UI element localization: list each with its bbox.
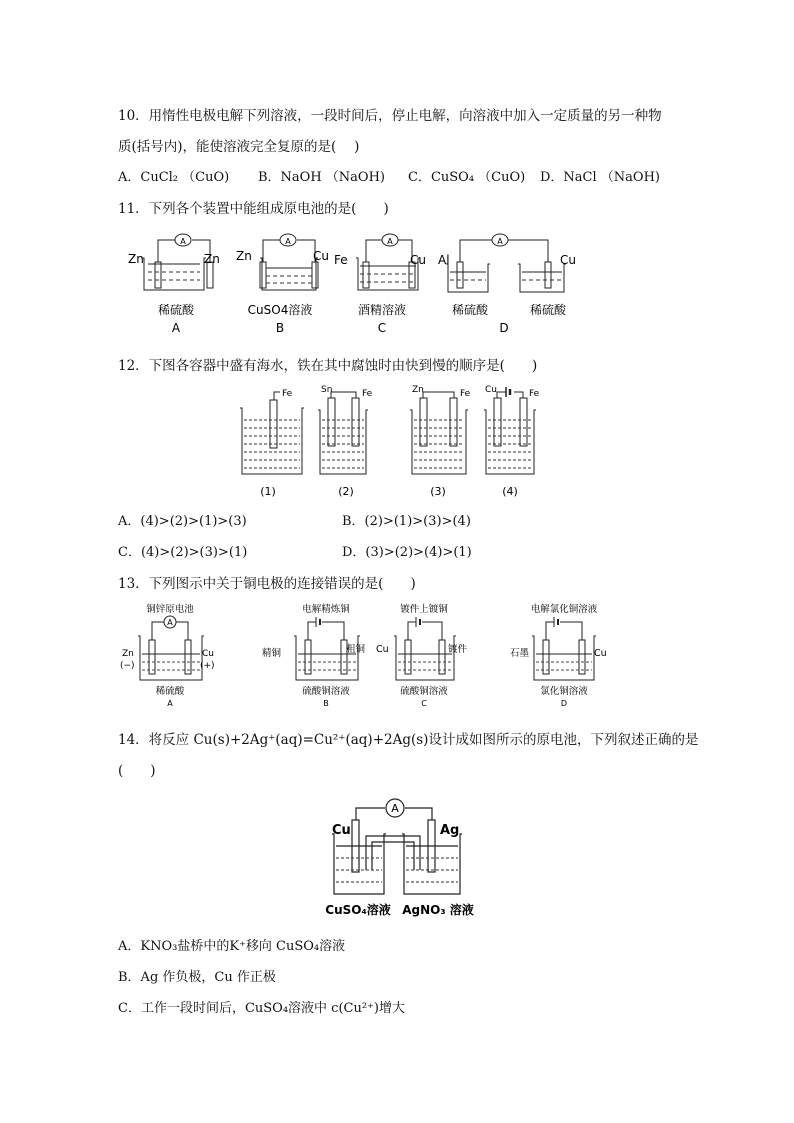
q14-right-electrode: Ag: [440, 823, 460, 838]
q14-option-c: C．工作一段时间后，CuSO₄溶液中 c(Cu²⁺)增大: [118, 1001, 405, 1016]
q13-c-right: 镀件: [448, 644, 468, 655]
q13-d-left: 石墨: [510, 648, 530, 659]
q12-option-a: A．(4)>(2)>(1)>(3): [118, 514, 247, 529]
q13-a-right: Cu: [202, 649, 214, 659]
q12-stem: 12．下图各容器中盛有海水，铁在其中腐蚀时由快到慢的顺序是( ): [118, 358, 538, 374]
q11-b-right: Cu: [313, 249, 329, 263]
q11-stem: 11．下列各个装置中能组成原电池的是( ): [118, 201, 389, 217]
q11-d-letter: D: [499, 321, 509, 335]
q13-figure: [118, 600, 618, 712]
q13-d-title: 电解氯化铜溶液: [530, 604, 598, 615]
q10-stem-line2: 质(括号内)，能使溶液完全复原的是( ): [118, 139, 360, 155]
q12-option-d: D．(3)>(2)>(4)>(1): [342, 545, 472, 560]
q12-figure: [238, 382, 558, 502]
q14-meter: A: [391, 802, 399, 815]
q12-c1-num: (1): [260, 485, 276, 498]
q12-c4-right: Fe: [529, 389, 540, 399]
q14-figure: [320, 790, 480, 920]
q13-a-letter: A: [167, 699, 173, 708]
q12-c2-left: Sn: [321, 385, 333, 395]
q11-c-left: Fe: [334, 253, 348, 267]
q10-option-d: D．NaCl （NaOH): [540, 170, 660, 185]
q14-left-electrode: Cu: [332, 823, 351, 838]
q11-d-right: Cu: [560, 253, 576, 267]
q13-a-left: Zn: [122, 649, 134, 659]
q13-a-left-sign: (−): [120, 661, 135, 671]
q12-option-c: C．(4)>(2)>(3)>(1): [118, 545, 248, 560]
q13-d-solution: 氯化铜溶液: [540, 686, 588, 697]
q12-c3-left: Zn: [412, 385, 424, 395]
q11-meter-b: A: [285, 237, 291, 246]
q13-stem: 13．下列图示中关于铜电极的连接错误的是( ): [118, 576, 416, 592]
q14-solution-right: AgNO₃ 溶液: [402, 903, 474, 917]
q11-d-solution-1: 稀硫酸: [451, 303, 489, 317]
q10-stem-line1: 10．用惰性电极电解下列溶液，一段时间后，停止电解，向溶液中加入一定质量的另一种物: [118, 108, 662, 124]
q11-b-left: Zn: [236, 249, 252, 263]
q11-d-solution-2: 稀硫酸: [529, 303, 567, 317]
q11-a-solution: 稀硫酸: [157, 303, 195, 317]
q14-stem-line2: ( ): [118, 763, 156, 779]
q13-b-title: 电解精炼铜: [302, 604, 350, 615]
q14-option-a: A．KNO₃盐桥中的K⁺移向 CuSO₄溶液: [118, 939, 346, 954]
q11-d-left: Al: [438, 253, 450, 267]
q12-c3-right: Fe: [460, 389, 471, 399]
q11-figure: [120, 228, 590, 340]
q13-d-letter: D: [560, 699, 568, 708]
q11-meter-a: A: [180, 237, 186, 246]
q10-option-c: C．CuSO₄ （CuO): [408, 170, 526, 185]
q10-option-b: B．NaOH （NaOH): [258, 170, 385, 185]
q12-option-b: B．(2)>(1)>(3)>(4): [342, 514, 471, 529]
q14-stem-line1: 14．将反应 Cu(s)+2Ag⁺(aq)=Cu²⁺(aq)+2Ag(s)设计成如图所示的原电池，下列叙述正确的是: [118, 732, 699, 748]
q12-c1-right: Fe: [282, 389, 293, 399]
q11-c-letter: C: [377, 321, 387, 335]
q13-b-right: 粗铜: [346, 644, 366, 655]
q11-b-solution: CuSO4溶液: [247, 303, 313, 317]
q13-c-left: Cu: [376, 644, 389, 655]
q11-c-solution: 酒精溶液: [357, 303, 407, 317]
q12-c4-left: Cu: [485, 385, 497, 395]
q11-a-letter: A: [171, 321, 181, 335]
q11-a-left: Zn: [128, 252, 144, 266]
q12-c2-num: (2): [338, 485, 354, 498]
q14-solution-left: CuSO₄溶液: [325, 903, 391, 917]
q12-c4-num: (4): [502, 485, 518, 498]
q13-c-letter: C: [421, 699, 427, 708]
q13-c-title: 镀件上镀铜: [400, 604, 448, 615]
q11-c-right: Cu: [410, 253, 426, 267]
q13-b-solution: 硫酸铜溶液: [302, 686, 350, 697]
q10-option-a: A．CuCl₂ （CuO): [118, 170, 230, 185]
q13-b-left: 精铜: [262, 648, 282, 659]
q11-a-right: Zn: [204, 252, 220, 266]
q12-c3-num: (3): [430, 485, 446, 498]
q11-b-letter: B: [275, 321, 285, 335]
q11-meter-d: A: [497, 237, 503, 246]
q13-d-right: Cu: [594, 648, 607, 659]
q13-a-solution: 稀硫酸: [155, 686, 185, 697]
q14-option-b: B．Ag 作负极，Cu 作正极: [118, 970, 276, 985]
q12-c2-right: Fe: [362, 389, 373, 399]
q13-b-letter: B: [323, 699, 329, 708]
q13-c-solution: 硫酸铜溶液: [400, 686, 448, 697]
q13-a-right-sign: (+): [200, 661, 215, 671]
q13-meter: A: [167, 618, 173, 627]
q11-meter-c: A: [387, 237, 393, 246]
q13-a-title: 铜锌原电池: [146, 604, 194, 615]
